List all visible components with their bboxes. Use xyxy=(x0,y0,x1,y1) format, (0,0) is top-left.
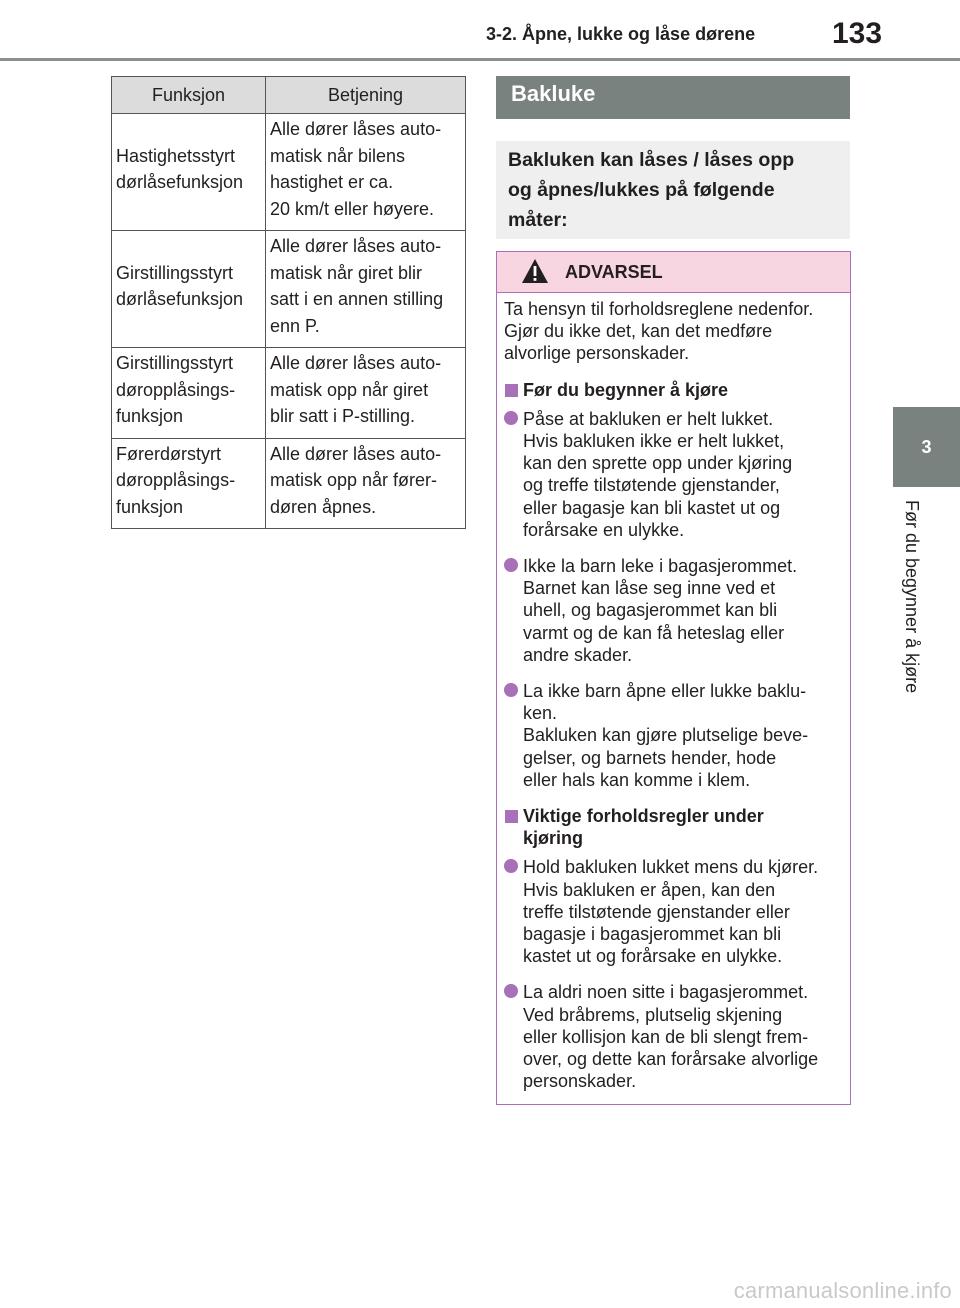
warning-bullet xyxy=(504,408,844,541)
text-line: forårsake en ulykke. xyxy=(523,519,685,540)
table-header-function: Funksjon xyxy=(112,77,266,114)
table-row xyxy=(112,114,466,231)
function-table xyxy=(111,76,466,529)
table-cell-function xyxy=(112,231,266,348)
round-bullet-icon xyxy=(504,411,518,425)
text-line: La aldri noen sitte i bagasjerommet. xyxy=(523,982,809,1003)
cell-line: Alle dører låses auto- xyxy=(270,119,442,139)
cell-line: dørlåsefunksjon xyxy=(116,289,244,309)
text-line: eller kollisjon kan de bli slengt frem- xyxy=(523,1026,809,1047)
warning-bullet xyxy=(504,680,844,791)
chapter-tab: 3 xyxy=(893,407,960,487)
warning-intro xyxy=(504,298,844,365)
square-bullet-icon xyxy=(505,384,518,397)
text-line: Gjør du ikke det, kan det medføre xyxy=(504,321,773,342)
warning-bullet xyxy=(504,856,844,967)
text-line: Ikke la barn leke i bagasjerommet. xyxy=(523,556,798,577)
text-line: og treffe tilstøtende gjenstander, xyxy=(523,475,780,496)
text-line: Ta hensyn til forholdsreglene nedenfor. xyxy=(504,299,814,319)
table-cell-function xyxy=(112,114,266,231)
text-line: Før du begynner å kjøre xyxy=(523,379,729,400)
table-row xyxy=(112,438,466,529)
cell-line: funksjon xyxy=(116,406,184,426)
cell-line: matisk opp når fører- xyxy=(270,470,438,490)
cell-line: døren åpnes. xyxy=(270,496,377,517)
table-row xyxy=(112,231,466,348)
table-row xyxy=(112,348,466,439)
table-cell-operation xyxy=(266,231,466,348)
warning-bullet xyxy=(504,981,844,1092)
cell-line: Alle dører låses auto- xyxy=(270,443,442,464)
section-title-banner: Bakluke xyxy=(496,76,850,119)
warning-triangle-icon xyxy=(521,258,549,284)
text-line: Viktige forholdsregler under xyxy=(523,806,764,827)
text-line: bagasje i bagasjerommet kan bli xyxy=(523,924,782,945)
text-line: personskader. xyxy=(523,1071,637,1092)
warning-subheading xyxy=(504,805,844,849)
cell-line: matisk når giret blir xyxy=(270,262,423,283)
text-line: kastet ut og forårsake en ulykke. xyxy=(523,946,783,967)
cell-line: matisk opp når giret xyxy=(270,379,429,400)
cell-line: 20 km/t eller høyere. xyxy=(270,198,435,219)
text-line: kan den sprette opp under kjøring xyxy=(523,453,793,474)
chapter-label: Før du begynner å kjøre xyxy=(902,500,922,694)
table-cell-operation xyxy=(266,348,466,439)
cell-line: satt i en annen stilling xyxy=(270,289,444,309)
cell-line: dørlåsefunksjon xyxy=(116,172,244,192)
warning-title: ADVARSEL xyxy=(565,262,663,282)
cell-line: blir satt i P-stilling. xyxy=(270,406,416,426)
text-line: andre skader. xyxy=(523,644,633,665)
text-line: kjøring xyxy=(523,828,584,849)
text-line: alvorlige personskader. xyxy=(504,343,690,364)
cell-line: døropplåsings- xyxy=(116,470,236,490)
cell-line: Alle dører låses auto- xyxy=(270,353,442,373)
text-line: eller bagasje kan bli kastet ut og xyxy=(523,497,781,518)
warning-header xyxy=(497,252,850,293)
footer-watermark: carmanualsonline.info xyxy=(733,1278,952,1303)
square-bullet-icon xyxy=(505,810,518,823)
text-line: Hvis bakluken ikke er helt lukket, xyxy=(523,431,785,452)
text-line: Barnet kan låse seg inne ved et xyxy=(523,578,776,599)
intro-line: måter: xyxy=(508,209,568,231)
round-bullet-icon xyxy=(504,683,518,697)
cell-line: Girstillingsstyrt xyxy=(116,262,234,283)
cell-line: matisk når bilens xyxy=(270,145,406,166)
table-cell-operation xyxy=(266,114,466,231)
text-line: Hvis bakluken er åpen, kan den xyxy=(523,879,776,900)
page-number: 133 xyxy=(831,17,883,50)
text-line: La ikke barn åpne eller lukke baklu- xyxy=(523,681,807,702)
cell-line: hastighet er ca. xyxy=(270,172,394,192)
text-line: varmt og de kan få heteslag eller xyxy=(523,622,785,643)
warning-bullet xyxy=(504,555,844,666)
section-header-title: 3-2. Åpne, lukke og låse dørene xyxy=(486,24,756,44)
header-divider xyxy=(0,58,960,61)
round-bullet-icon xyxy=(504,558,518,572)
text-line: over, og dette kan forårsake alvorlige xyxy=(523,1049,819,1070)
cell-line: funksjon xyxy=(116,496,184,517)
intro-line: Bakluken kan låses / låses opp xyxy=(508,149,795,171)
text-line: Ved bråbrems, plutselig skjening xyxy=(523,1004,783,1025)
warning-subheading xyxy=(504,379,844,401)
table-cell-operation xyxy=(266,438,466,529)
table-cell-function xyxy=(112,438,266,529)
cell-line: enn P. xyxy=(270,315,320,336)
table-cell-function xyxy=(112,348,266,439)
table-header-row xyxy=(112,77,466,114)
cell-line: Hastighetsstyrt xyxy=(116,145,236,166)
text-line: uhell, og bagasjerommet kan bli xyxy=(523,600,778,621)
cell-line: Alle dører låses auto- xyxy=(270,236,442,256)
warning-body xyxy=(497,293,850,1093)
intro-line: og åpnes/lukkes på følgende xyxy=(508,179,775,201)
table-header-operation: Betjening xyxy=(266,77,466,114)
warning-box xyxy=(496,251,851,1105)
text-line: eller hals kan komme i klem. xyxy=(523,769,751,790)
cell-line: døropplåsings- xyxy=(116,379,236,400)
text-line: treffe tilstøtende gjenstander eller xyxy=(523,901,790,922)
text-line: Påse at bakluken er helt lukket. xyxy=(523,408,774,429)
round-bullet-icon xyxy=(504,984,518,998)
section-intro-box xyxy=(496,141,850,239)
text-line: Hold bakluken lukket mens du kjører. xyxy=(523,857,819,878)
text-line: Bakluken kan gjøre plutselige beve- xyxy=(523,725,809,746)
round-bullet-icon xyxy=(504,859,518,873)
text-line: ken. xyxy=(523,703,558,724)
text-line: gelser, og barnets hender, hode xyxy=(523,747,777,768)
cell-line: Girstillingsstyrt xyxy=(116,353,234,373)
cell-line: Førerdørstyrt xyxy=(116,443,221,464)
